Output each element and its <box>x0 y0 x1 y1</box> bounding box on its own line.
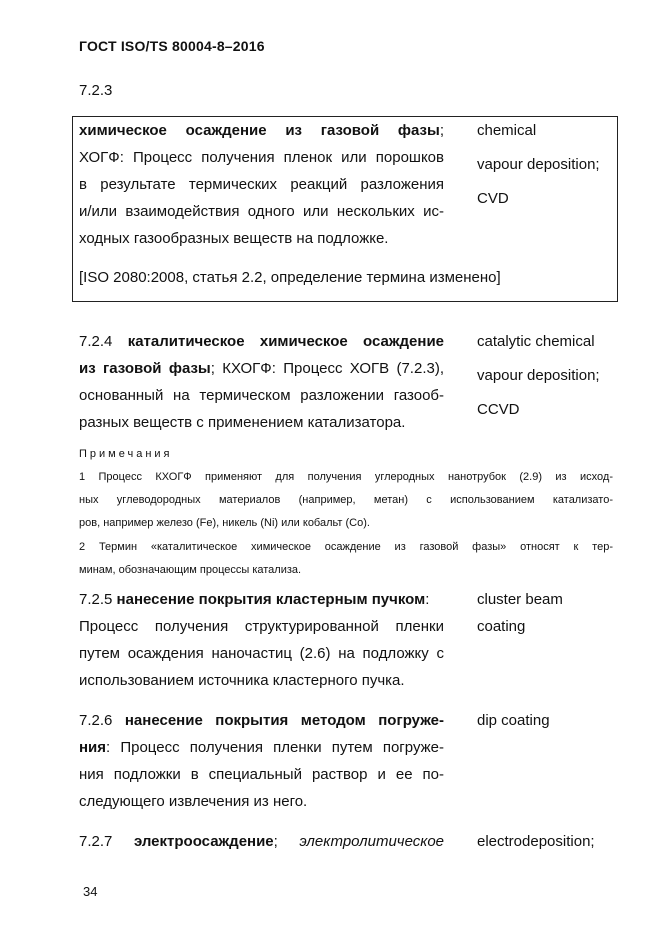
term-7-2-5-title: нанесение покрытия кластерным пучком <box>116 591 426 608</box>
term-7-2-7-synonym: электролитическое <box>299 833 445 850</box>
term-7-2-3-line-1: химическое осаждение из газовой фазы; <box>79 122 444 139</box>
term-7-2-6-title: нанесение покрытия методом погруже- <box>124 712 444 729</box>
term-7-2-6-line-1 <box>79 712 444 730</box>
term-7-2-4-line-3: основанный на термическом разложении газооб- <box>79 387 444 404</box>
term-7-2-3-title: химическое осаждение из газовой фазы <box>79 122 440 139</box>
term-7-2-3-line-5: ходных газообразных веществ на подложке. <box>79 230 389 247</box>
term-7-2-7-line-1: 7.2.7 электроосаждение; электролитическое <box>79 833 445 850</box>
term-7-2-6-line-3: ния подложки в специальный раствор и ее по- <box>79 766 444 783</box>
term-7-2-4-en-1: catalytic chemical <box>477 333 595 350</box>
term-7-2-6-number: 7.2.6 <box>79 712 113 729</box>
term-7-2-5-line-1: 7.2.5 нанесение покрытия кластерным пучком: <box>79 591 430 608</box>
term-7-2-6-line-2: ния: Процесс получения пленки путем погруже- <box>79 739 444 756</box>
note-1-line-2: ных углеводородных материалов (например, метан) с использованием катализато- <box>79 494 613 506</box>
term-7-2-4-en-3: CCVD <box>477 401 520 418</box>
term-7-2-3-line-3: в результате термических реакций разложения <box>79 176 444 193</box>
note-2-line-2: минам, обозначающим процессы катализа. <box>79 564 302 576</box>
notes-title: Примечания <box>79 448 173 460</box>
term-7-2-5-en-1: cluster beam <box>477 591 563 608</box>
term-7-2-3-line-2: ХОГФ: Процесс получения пленок или порошков <box>79 149 444 166</box>
term-7-2-3-en-1: chemical <box>477 122 537 139</box>
term-7-2-4-en-2: vapour deposition; <box>477 367 600 384</box>
document-header: ГОСТ ISO/TS 80004-8–2016 <box>79 38 265 54</box>
term-7-2-4-title: каталитическое химическое осаждение <box>127 333 445 350</box>
term-7-2-5-number: 7.2.5 <box>79 591 113 608</box>
page-number: 34 <box>83 884 98 899</box>
term-7-2-6-en-1: dip coating <box>477 712 550 729</box>
note-1-line-3: ров, например железо (Fe), никель (Ni) или кобальт (Co). <box>79 517 370 529</box>
term-7-2-3-en-3: CVD <box>477 190 509 207</box>
term-7-2-3-en-2: vapour deposition; <box>477 156 600 173</box>
term-7-2-7-en-1: electrodeposition; <box>477 833 595 850</box>
section-number: 7.2.3 <box>79 82 113 99</box>
note-2-line-1: 2 Термин «каталитическое химическое осаждение из газовой фазы» относят к тер- <box>79 541 613 553</box>
term-7-2-4-line-2: из газовой фазы; КХОГФ: Процесс ХОГВ (7.2.3), <box>79 360 444 377</box>
term-7-2-7-title: электроосаждение <box>133 833 274 850</box>
term-7-2-4-number: 7.2.4 <box>79 333 113 350</box>
term-7-2-4-line-4: разных веществ с применением катализатора. <box>79 414 406 431</box>
term-7-2-3-line-4: и/или взаимодействия одного или нескольких ис- <box>79 203 444 220</box>
term-7-2-5-en-2: coating <box>477 618 526 635</box>
term-7-2-4-line-1 <box>79 333 444 351</box>
note-1-line-1: 1 Процесс КХОГФ применяют для получения углеродных нанотрубок (2.9) из исход- <box>79 471 613 483</box>
term-7-2-5-line-4: использованием источника кластерного пучка. <box>79 672 405 689</box>
term-7-2-3-source: [ISO 2080:2008, статья 2.2, определение термина изменено] <box>79 269 501 286</box>
term-7-2-7-number: 7.2.7 <box>79 833 113 850</box>
term-7-2-6-line-4: следующего извлечения из него. <box>79 793 308 810</box>
term-7-2-5-line-3: путем осаждения наночастиц (2.6) на подложку с <box>79 645 444 662</box>
term-7-2-5-line-2: Процесс получения структурированной пленки <box>79 618 444 635</box>
